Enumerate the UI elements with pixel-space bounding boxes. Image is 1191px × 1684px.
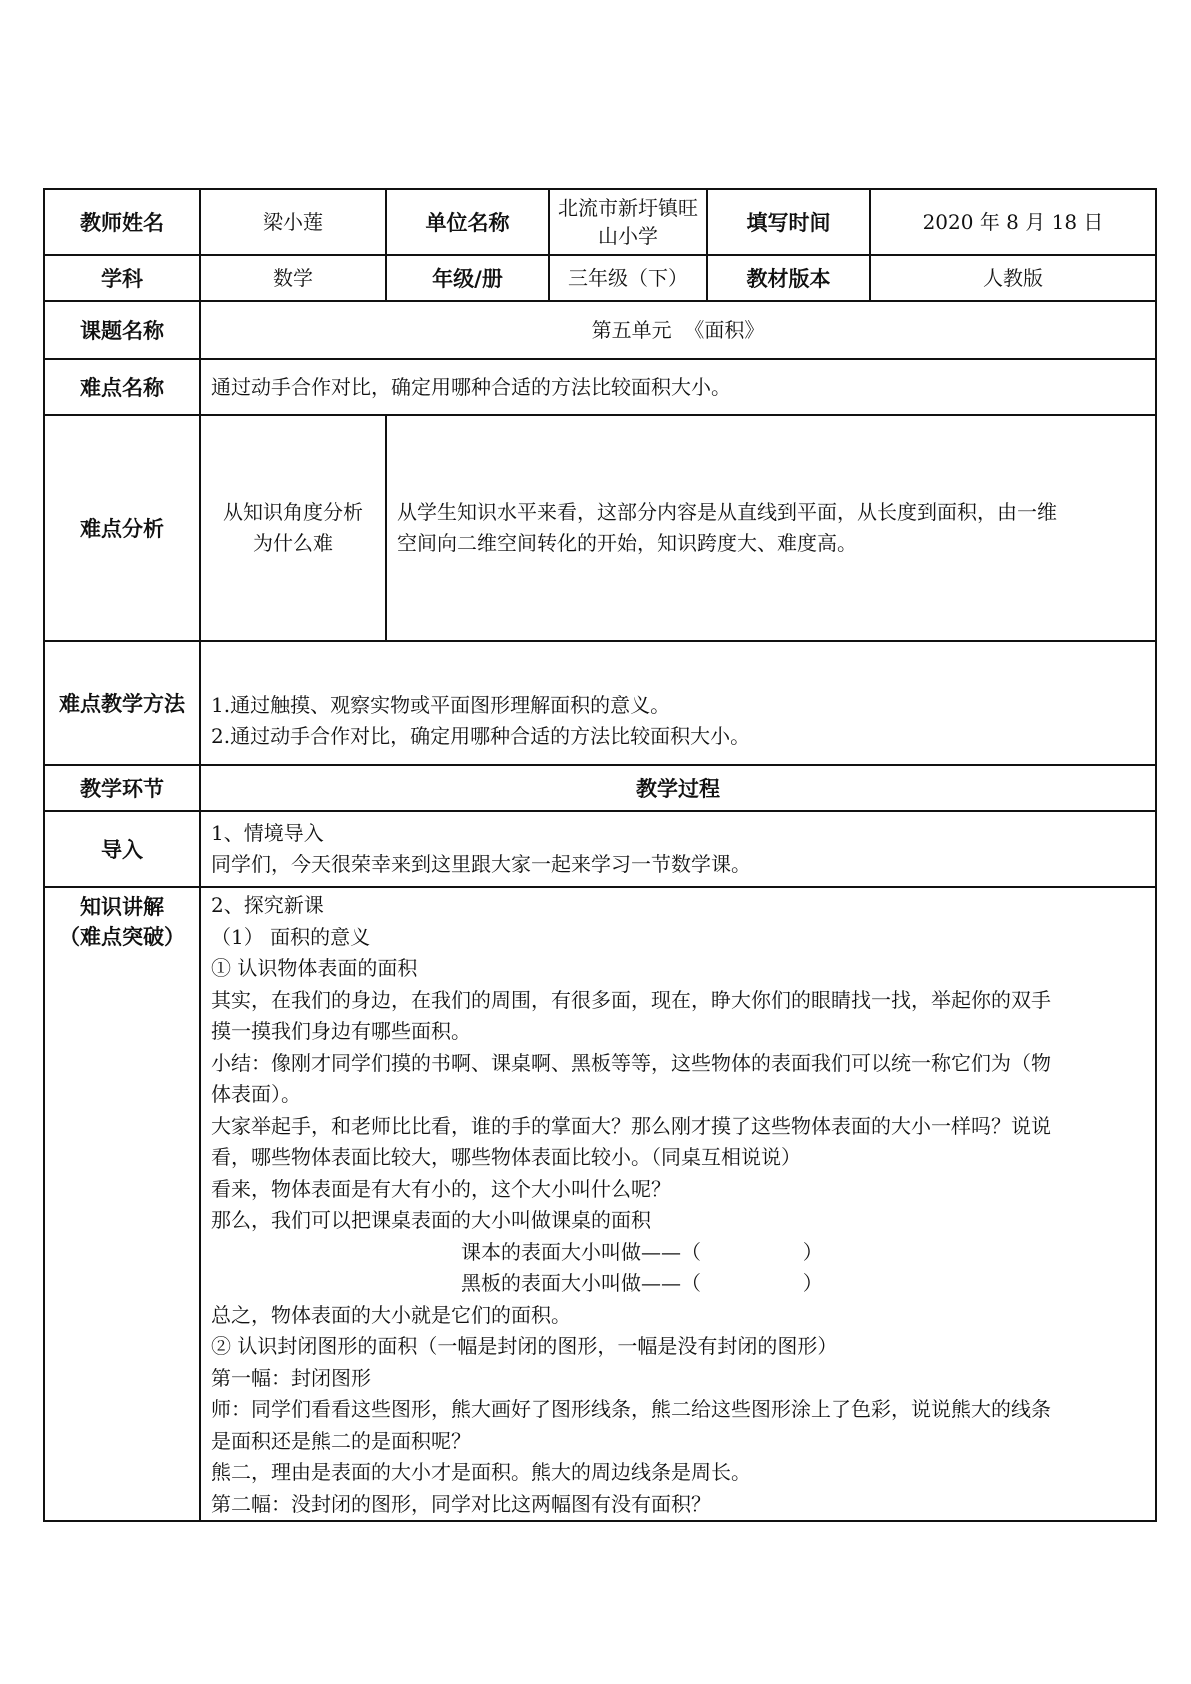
edition-label: 教材版本 [707,255,870,301]
analysis-subtitle-line-2: 为什么难 [253,531,333,555]
analysis-subtitle-line-1: 从知识角度分析 [223,500,363,524]
knowledge-line: ② 认识封闭图形的面积（一幅是封闭的图形，一幅是没有封闭的图形） [211,1334,838,1358]
difficulty-label: 难点名称 [44,359,200,415]
knowledge-line: 第一幅：封闭图形 [211,1365,371,1390]
teacher-value: 梁小莲 [200,189,386,255]
teacher-label: 教师姓名 [44,189,200,255]
unit-value-line-1: 北流市新圩镇旺 [558,196,698,220]
method-text [200,641,1156,765]
knowledge-content [200,887,1156,1521]
fill-blank-line: 课本的表面大小叫做——（ ） [461,1239,823,1264]
analysis-text [386,415,1156,641]
analysis-text-line-1: 从学生知识水平来看，这部分内容是从直线到平面，从长度到面积，由一维 [397,500,1057,524]
intro-line-1: 1、情境导入 [211,821,324,845]
knowledge-line: 看来，物体表面是有大有小的，这个大小叫什么呢？ [211,1176,671,1201]
knowledge-label-line-2: （难点突破） [59,925,185,949]
knowledge-line: 摸一摸我们身边有哪些面积。 [211,1019,471,1043]
grade-label: 年级/册 [386,255,549,301]
topic-label: 课题名称 [44,301,200,359]
unit-value-line-2: 山小学 [598,224,658,248]
knowledge-line: 师：同学们看看这些图形，熊大画好了图形线条，熊二给这些图形涂上了色彩，说说熊大的线条 [211,1397,1051,1421]
intro-text [200,811,1156,887]
method-line-2: 2.通过动手合作对比，确定用哪种合适的方法比较面积大小。 [211,724,751,748]
knowledge-line: 其实，在我们的身边，在我们的周围，有很多面，现在，睁大你们的眼睛找一找，举起你的双手 [211,987,1051,1012]
knowledge-line: 看，哪些物体表面比较大，哪些物体表面比较小。（同桌互相说说） [211,1145,801,1169]
knowledge-line: 大家举起手，和老师比比看，谁的手的掌面大？那么刚才摸了这些物体表面的大小一样吗？说说 [211,1113,1051,1138]
intro-line-2: 同学们，今天很荣幸来到这里跟大家一起来学习一节数学课。 [211,852,751,876]
knowledge-line: （1） 面积的意义 [211,924,371,949]
knowledge-line: 熊二，理由是表面的大小才是面积。熊大的周边线条是周长。 [211,1460,751,1484]
analysis-subtitle [200,415,386,641]
knowledge-line: ① 认识物体表面的面积 [211,956,418,980]
method-label: 难点教学方法 [44,641,200,765]
knowledge-line: 体表面）。 [211,1082,301,1106]
knowledge-line: 2、探究新课 [211,893,324,917]
lesson-plan-table [43,188,1157,1522]
edition-value: 人教版 [870,255,1156,301]
subject-label: 学科 [44,255,200,301]
date-value: 2020 年 8 月 18 日 [870,189,1156,255]
knowledge-line: 小结：像刚才同学们摸的书啊、课桌啊、黑板等等，这些物体的表面我们可以统一称它们为（物 [211,1050,1051,1075]
fill-blank-line: 黑板的表面大小叫做——（ ） [461,1271,823,1295]
subject-value: 数学 [200,255,386,301]
intro-label: 导入 [44,811,200,887]
knowledge-line: 那么，我们可以把课桌表面的大小叫做课桌的面积 [211,1208,651,1232]
grade-value: 三年级（下） [549,255,707,301]
phase-label: 教学环节 [44,765,200,811]
knowledge-label-line-1: 知识讲解 [80,895,164,919]
analysis-text-line-2: 空间向二维空间转化的开始，知识跨度大、难度高。 [397,531,857,555]
knowledge-label [44,887,200,1521]
knowledge-line: 第二幅：没封闭的图形，同学对比这两幅图有没有面积？ [211,1491,711,1516]
analysis-label: 难点分析 [44,415,200,641]
unit-value [549,189,707,255]
method-line-1: 1.通过触摸、观察实物或平面图形理解面积的意义。 [211,693,671,717]
knowledge-line: 总之，物体表面的大小就是它们的面积。 [211,1302,571,1327]
process-label: 教学过程 [200,765,1156,811]
difficulty-value: 通过动手合作对比，确定用哪种合适的方法比较面积大小。 [200,359,1156,415]
date-label: 填写时间 [707,189,870,255]
topic-value: 第五单元 《面积》 [200,301,1156,359]
unit-label: 单位名称 [386,189,549,255]
knowledge-line: 是面积还是熊二的是面积呢？ [211,1428,471,1453]
